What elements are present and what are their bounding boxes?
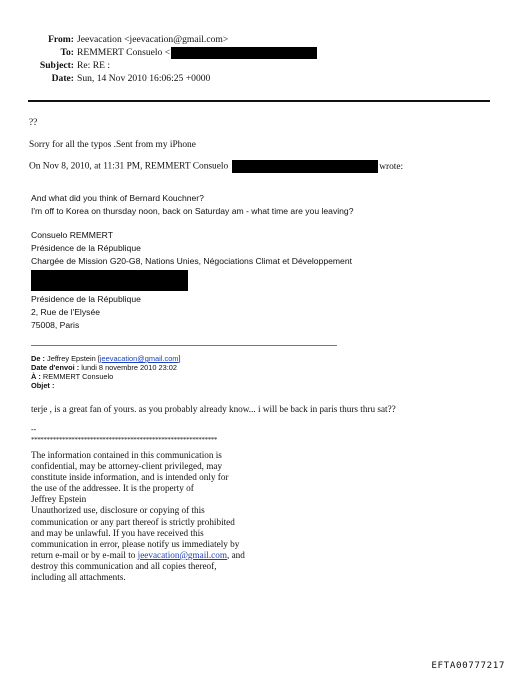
redaction-box bbox=[232, 160, 378, 173]
reply-line-1: ?? bbox=[29, 118, 38, 128]
to-label: To: bbox=[60, 47, 74, 59]
date-value: Sun, 14 Nov 2010 16:06:25 +0000 bbox=[77, 73, 211, 84]
quote-intro-suffix: wrote: bbox=[379, 161, 404, 172]
de-close: ] bbox=[178, 354, 181, 363]
stars-separator: ************************************************************ bbox=[31, 436, 218, 444]
header-date-row bbox=[0, 73, 210, 85]
signature-org: Présidence de la République bbox=[31, 243, 141, 253]
confid-line-10 bbox=[31, 550, 311, 561]
confid-line-6: Unauthorized use, disclosure or copying of this bbox=[31, 505, 205, 516]
quote-intro-prefix: On Nov 8, 2010, at 11:31 PM, REMMERT Consuelo bbox=[29, 161, 229, 172]
de-label: De : bbox=[31, 354, 45, 363]
reply-line-2: Sorry for all the typos .Sent from my iPhone bbox=[29, 140, 196, 150]
confid-line-1: The information contained in this communication is bbox=[31, 450, 222, 460]
date-envoi-label: Date d'envoi : bbox=[31, 363, 80, 372]
signature-address-3: 75008, Paris bbox=[31, 320, 80, 330]
from-label: From: bbox=[48, 34, 74, 45]
signature-dashes: -- bbox=[31, 425, 37, 434]
from-value: Jeevacation <jeevacation@gmail.com> bbox=[77, 34, 229, 45]
objet-label: Objet : bbox=[31, 381, 55, 390]
confid-line-4: the use of the addressee. It is the property of bbox=[31, 483, 194, 494]
confid-line-8: and may be unlawful. If you have received this bbox=[31, 527, 204, 538]
original-date-row bbox=[31, 363, 177, 372]
original-body: terje , is a great fan of yours. as you probably already know... i will be back in paris thurs thru sat?? bbox=[31, 404, 396, 414]
confid-line-5: Jeffrey Epstein bbox=[31, 494, 87, 505]
redaction-box bbox=[171, 47, 317, 59]
a-value: REMMERT Consuelo bbox=[42, 372, 114, 381]
confid-line-10-suffix: , and bbox=[226, 549, 245, 560]
quoted-line-2: I'm off to Korea on thursday noon, back on Saturday am - what time are you leaving? bbox=[31, 206, 354, 216]
header-subject-row bbox=[0, 60, 110, 72]
to-value: REMMERT Consuelo < bbox=[77, 47, 171, 59]
header-divider bbox=[28, 100, 490, 102]
quote-intro-line bbox=[29, 160, 403, 173]
original-message-divider bbox=[31, 345, 337, 346]
confid-line-10-prefix: return e-mail or by e-mail to bbox=[31, 549, 138, 560]
signature-address-1: Présidence de la République bbox=[31, 294, 141, 304]
original-to-row bbox=[31, 372, 113, 381]
confidentiality-notice bbox=[31, 450, 311, 583]
de-value: Jeffrey Epstein [ bbox=[47, 354, 100, 363]
a-label: À : bbox=[31, 372, 41, 381]
original-objet-row bbox=[31, 381, 54, 390]
confid-email-link[interactable]: jeevacation@gmail.com bbox=[137, 549, 227, 560]
confid-line-7: communication or any part thereof is strictly prohibited bbox=[31, 516, 235, 527]
confid-line-2: confidential, may be attorney-client privileged, may bbox=[31, 461, 223, 472]
confid-line-9: communication in error, please notify us immediately by bbox=[31, 538, 240, 549]
redaction-box bbox=[31, 270, 188, 291]
signature-role: Chargée de Mission G20-G8, Nations Unies, Négociations Climat et Développement bbox=[31, 256, 352, 266]
confid-line-3: constitute inside information, and is intended only for bbox=[31, 472, 229, 483]
quoted-line-1: And what did you think of Bernard Kouchner? bbox=[31, 193, 204, 203]
de-email-link[interactable]: jeevacation@gmail.com bbox=[99, 354, 179, 363]
confid-line-12: including all attachments. bbox=[31, 572, 126, 583]
signature-name: Consuelo REMMERT bbox=[31, 230, 113, 240]
header-from-row bbox=[0, 34, 228, 46]
date-label: Date: bbox=[51, 73, 74, 84]
subject-label: Subject: bbox=[39, 60, 74, 71]
subject-value: Re: RE : bbox=[77, 60, 111, 71]
header-to-row bbox=[0, 47, 317, 59]
document-id: EFTA00777217 bbox=[431, 660, 505, 671]
date-envoi-value: lundi 8 novembre 2010 23:02 bbox=[81, 363, 177, 372]
signature-address-2: 2, Rue de l'Elysée bbox=[31, 307, 100, 317]
confid-line-11: destroy this communication and all copies thereof, bbox=[31, 560, 217, 571]
original-de-row bbox=[31, 354, 181, 363]
